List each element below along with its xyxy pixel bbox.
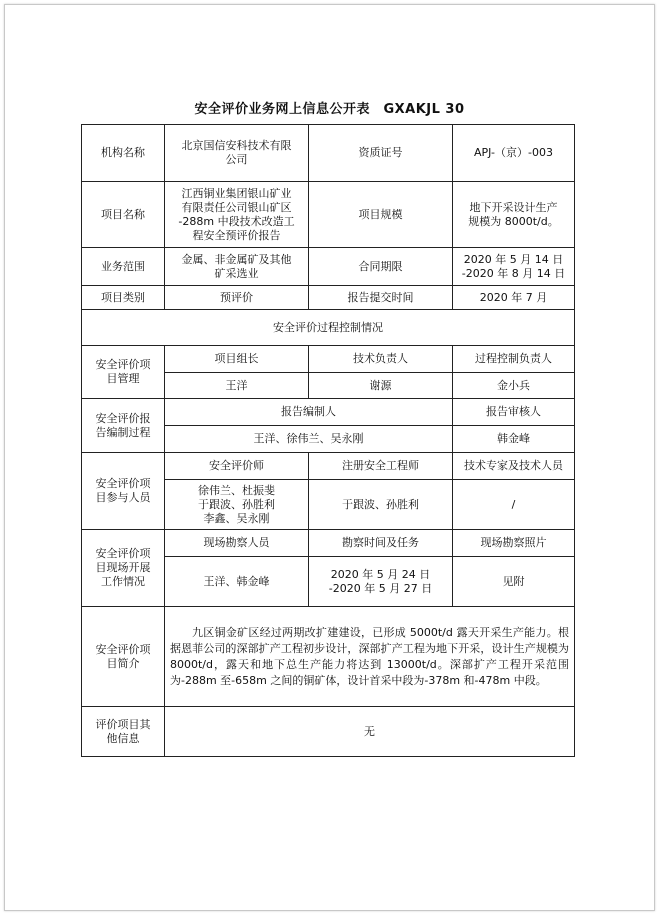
compile-header: 报告编制人: [165, 399, 453, 426]
field-header-time: 勘察时间及任务: [309, 530, 453, 557]
scope-value: 金属、非金属矿及其他 矿采选业: [165, 248, 309, 286]
staff-header-assessor: 安全评价师: [165, 453, 309, 480]
submit-label: 报告提交时间: [309, 286, 453, 310]
field-value-photo: 见附: [453, 557, 575, 607]
table-row: [82, 453, 575, 480]
scale-value: 地下开采设计生产 规模为 8000t/d。: [453, 182, 575, 248]
cert-value: APJ-（京）-003: [453, 125, 575, 182]
process-heading: 安全评价过程控制情况: [82, 310, 575, 346]
staff-value-engineer: 于跟波、孙胜利: [309, 480, 453, 530]
mgmt-label: 安全评价项 目管理: [82, 346, 165, 399]
field-label: 安全评价项 目现场开展 工作情况: [82, 530, 165, 607]
mgmt-value-tech: 谢源: [309, 373, 453, 399]
mgmt-value-leader: 王洋: [165, 373, 309, 399]
table-row: [82, 248, 575, 286]
info-table: [81, 124, 575, 757]
field-value-time: 2020 年 5 月 24 日 -2020 年 5 月 27 日: [309, 557, 453, 607]
compile-value: 王洋、徐伟兰、吴永刚: [165, 426, 453, 453]
mgmt-value-control: 金小兵: [453, 373, 575, 399]
staff-label: 安全评价项 目参与人员: [82, 453, 165, 530]
mgmt-header-tech: 技术负责人: [309, 346, 453, 373]
staff-value-expert: /: [453, 480, 575, 530]
review-header: 报告审核人: [453, 399, 575, 426]
org-label: 机构名称: [82, 125, 165, 182]
field-header-photo: 现场勘察照片: [453, 530, 575, 557]
org-value: 北京国信安科技术有限 公司: [165, 125, 309, 182]
compile-label: 安全评价报 告编制过程: [82, 399, 165, 453]
table-row: [82, 182, 575, 248]
project-value: 江西铜业集团银山矿业 有限责任公司银山矿区 -288m 中段技术改造工 程安全预评价报告: [165, 182, 309, 248]
mgmt-header-control: 过程控制负责人: [453, 346, 575, 373]
table-row: [82, 125, 575, 182]
staff-header-engineer: 注册安全工程师: [309, 453, 453, 480]
document-title: 安全评价业务网上信息公开表 GXAKJL 30: [194, 102, 465, 117]
table-row: [82, 286, 575, 310]
table-row: [82, 707, 575, 757]
staff-header-expert: 技术专家及技术人员: [453, 453, 575, 480]
table-row: [82, 530, 575, 557]
other-value: 无: [165, 707, 575, 757]
scope-label: 业务范围: [82, 248, 165, 286]
table-row: [82, 346, 575, 373]
intro-label: 安全评价项 目简介: [82, 607, 165, 707]
table-row: [82, 607, 575, 707]
category-value: 预评价: [165, 286, 309, 310]
contract-value: 2020 年 5 月 14 日 -2020 年 8 月 14 日: [453, 248, 575, 286]
project-label: 项目名称: [82, 182, 165, 248]
staff-value-assessor: 徐伟兰、杜振斐 于跟波、孙胜利 李鑫、吴永刚: [165, 480, 309, 530]
mgmt-header-leader: 项目组长: [165, 346, 309, 373]
submit-value: 2020 年 7 月: [453, 286, 575, 310]
contract-label: 合同期限: [309, 248, 453, 286]
cert-label: 资质证号: [309, 125, 453, 182]
field-header-staff: 现场勘察人员: [165, 530, 309, 557]
intro-text: 九区铜金矿区经过两期改扩建建设，已形成 5000t/d 露天开采生产能力。根据恩菲公司的深部扩产工程初步设计，深部扩产工程为地下开采，设计生产规模为 8000t/d，露天和地下总生产能力将达到 13000t/d。深部扩产工程开采范围为-288m 至-658m 之间的铜矿体，设计首采中段为-378m 和-478m 中段。: [165, 607, 575, 707]
table-row: [82, 399, 575, 426]
table-row: [82, 310, 575, 346]
category-label: 项目类别: [82, 286, 165, 310]
scale-label: 项目规模: [309, 182, 453, 248]
field-value-staff: 王洋、韩金峰: [165, 557, 309, 607]
review-value: 韩金峰: [453, 426, 575, 453]
other-label: 评价项目其 他信息: [82, 707, 165, 757]
